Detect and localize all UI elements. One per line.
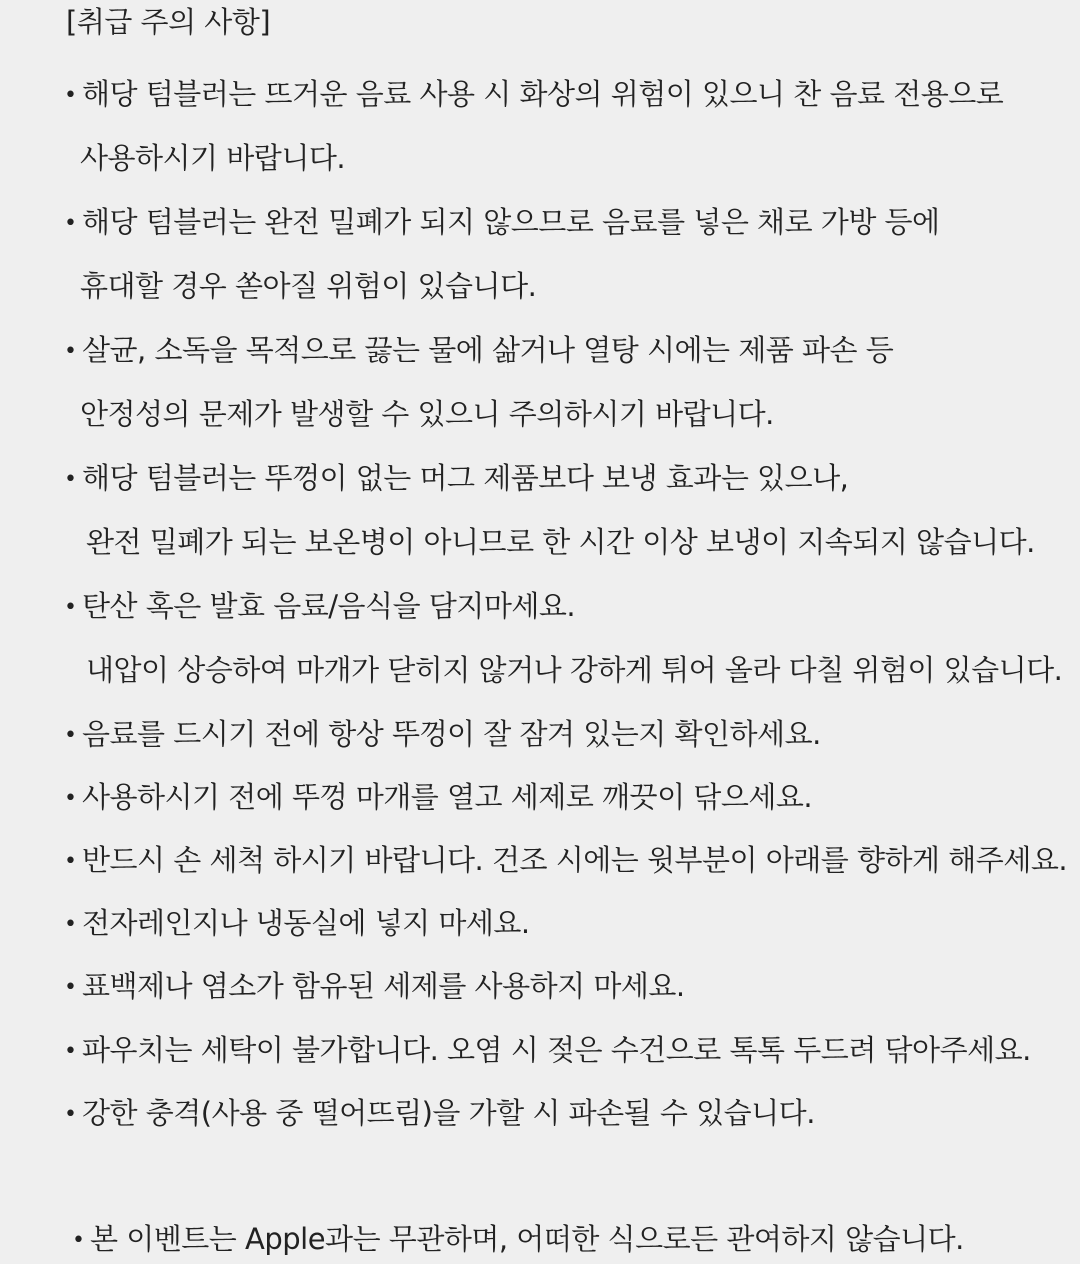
bullet-icon: • [64, 467, 77, 492]
bullet-icon: • [64, 83, 77, 108]
list-item [64, 903, 530, 947]
item-continuation: 사용하시기 바랍니다. [80, 141, 346, 175]
bullet-icon: • [64, 975, 77, 1000]
bullet-icon: • [64, 849, 77, 874]
list-item [64, 777, 812, 821]
item-continuation: 휴대할 경우 쏟아질 위험이 있습니다. [80, 269, 537, 303]
list-item [64, 1093, 815, 1137]
event-disclaimer [72, 1219, 964, 1263]
item-text: 살균, 소독을 목적으로 끓는 물에 삶거나 열탕 시에는 제품 파손 등 [82, 333, 894, 367]
bullet-icon: • [64, 595, 77, 620]
bullet-icon: • [64, 1039, 77, 1064]
bullet-icon: • [64, 211, 77, 236]
item-text: 반드시 손 세척 하시기 바랍니다. 건조 시에는 윗부분이 아래를 향하게 해주세요. [82, 843, 1068, 877]
item-text: 사용하시기 전에 뚜껑 마개를 열고 세제로 깨끗이 닦으세요. [82, 780, 813, 814]
item-text: 강한 충격(사용 중 떨어뜨림)을 가할 시 파손될 수 있습니다. [82, 1096, 815, 1130]
bullet-icon: • [64, 912, 77, 937]
bullet-icon: • [64, 1102, 77, 1127]
list-item [64, 74, 1003, 118]
list-item [64, 840, 1067, 884]
item-text: 파우치는 세탁이 불가합니다. 오염 시 젖은 수건으로 톡톡 두드려 닦아주세요. [82, 1033, 1031, 1067]
bullet-icon: • [72, 1228, 85, 1253]
item-text: 해당 텀블러는 뚜껑이 없는 머그 제품보다 보냉 효과는 있으나, [82, 461, 849, 495]
item-continuation: 내압이 상승하여 마개가 닫히지 않거나 강하게 튀어 올라 다칠 위험이 있습니다. [86, 653, 1063, 687]
item-text: 음료를 드시기 전에 항상 뚜껑이 잘 잠겨 있는지 확인하세요. [82, 717, 821, 751]
list-item [64, 330, 893, 374]
item-continuation: 완전 밀폐가 되는 보온병이 아니므로 한 시간 이상 보냉이 지속되지 않습니다. [86, 525, 1035, 559]
list-item [64, 202, 940, 246]
bullet-icon: • [64, 723, 77, 748]
list-item [64, 458, 848, 502]
item-continuation: 안정성의 문제가 발생할 수 있으니 주의하시기 바랍니다. [80, 397, 774, 431]
list-item [64, 966, 685, 1010]
bullet-icon: • [64, 786, 77, 811]
item-text: 해당 텀블러는 뜨거운 음료 사용 시 화상의 위험이 있으니 찬 음료 전용으로 [82, 77, 1004, 111]
bullet-icon: • [64, 339, 77, 364]
item-text: 해당 텀블러는 완전 밀폐가 되지 않으므로 음료를 넣은 채로 가방 등에 [82, 205, 940, 239]
item-text: 표백제나 염소가 함유된 세제를 사용하지 마세요. [82, 969, 685, 1003]
item-text: 전자레인지나 냉동실에 넣지 마세요. [82, 906, 530, 940]
item-text: 탄산 혹은 발효 음료/음식을 담지마세요. [82, 589, 576, 623]
list-item [64, 714, 821, 758]
list-item [64, 586, 575, 630]
list-item [64, 1030, 1031, 1074]
disclaimer-text: 본 이벤트는 Apple과는 무관하며, 어떠한 식으로든 관여하지 않습니다. [90, 1222, 964, 1256]
notice-heading: [취급 주의 사항] [66, 5, 271, 39]
